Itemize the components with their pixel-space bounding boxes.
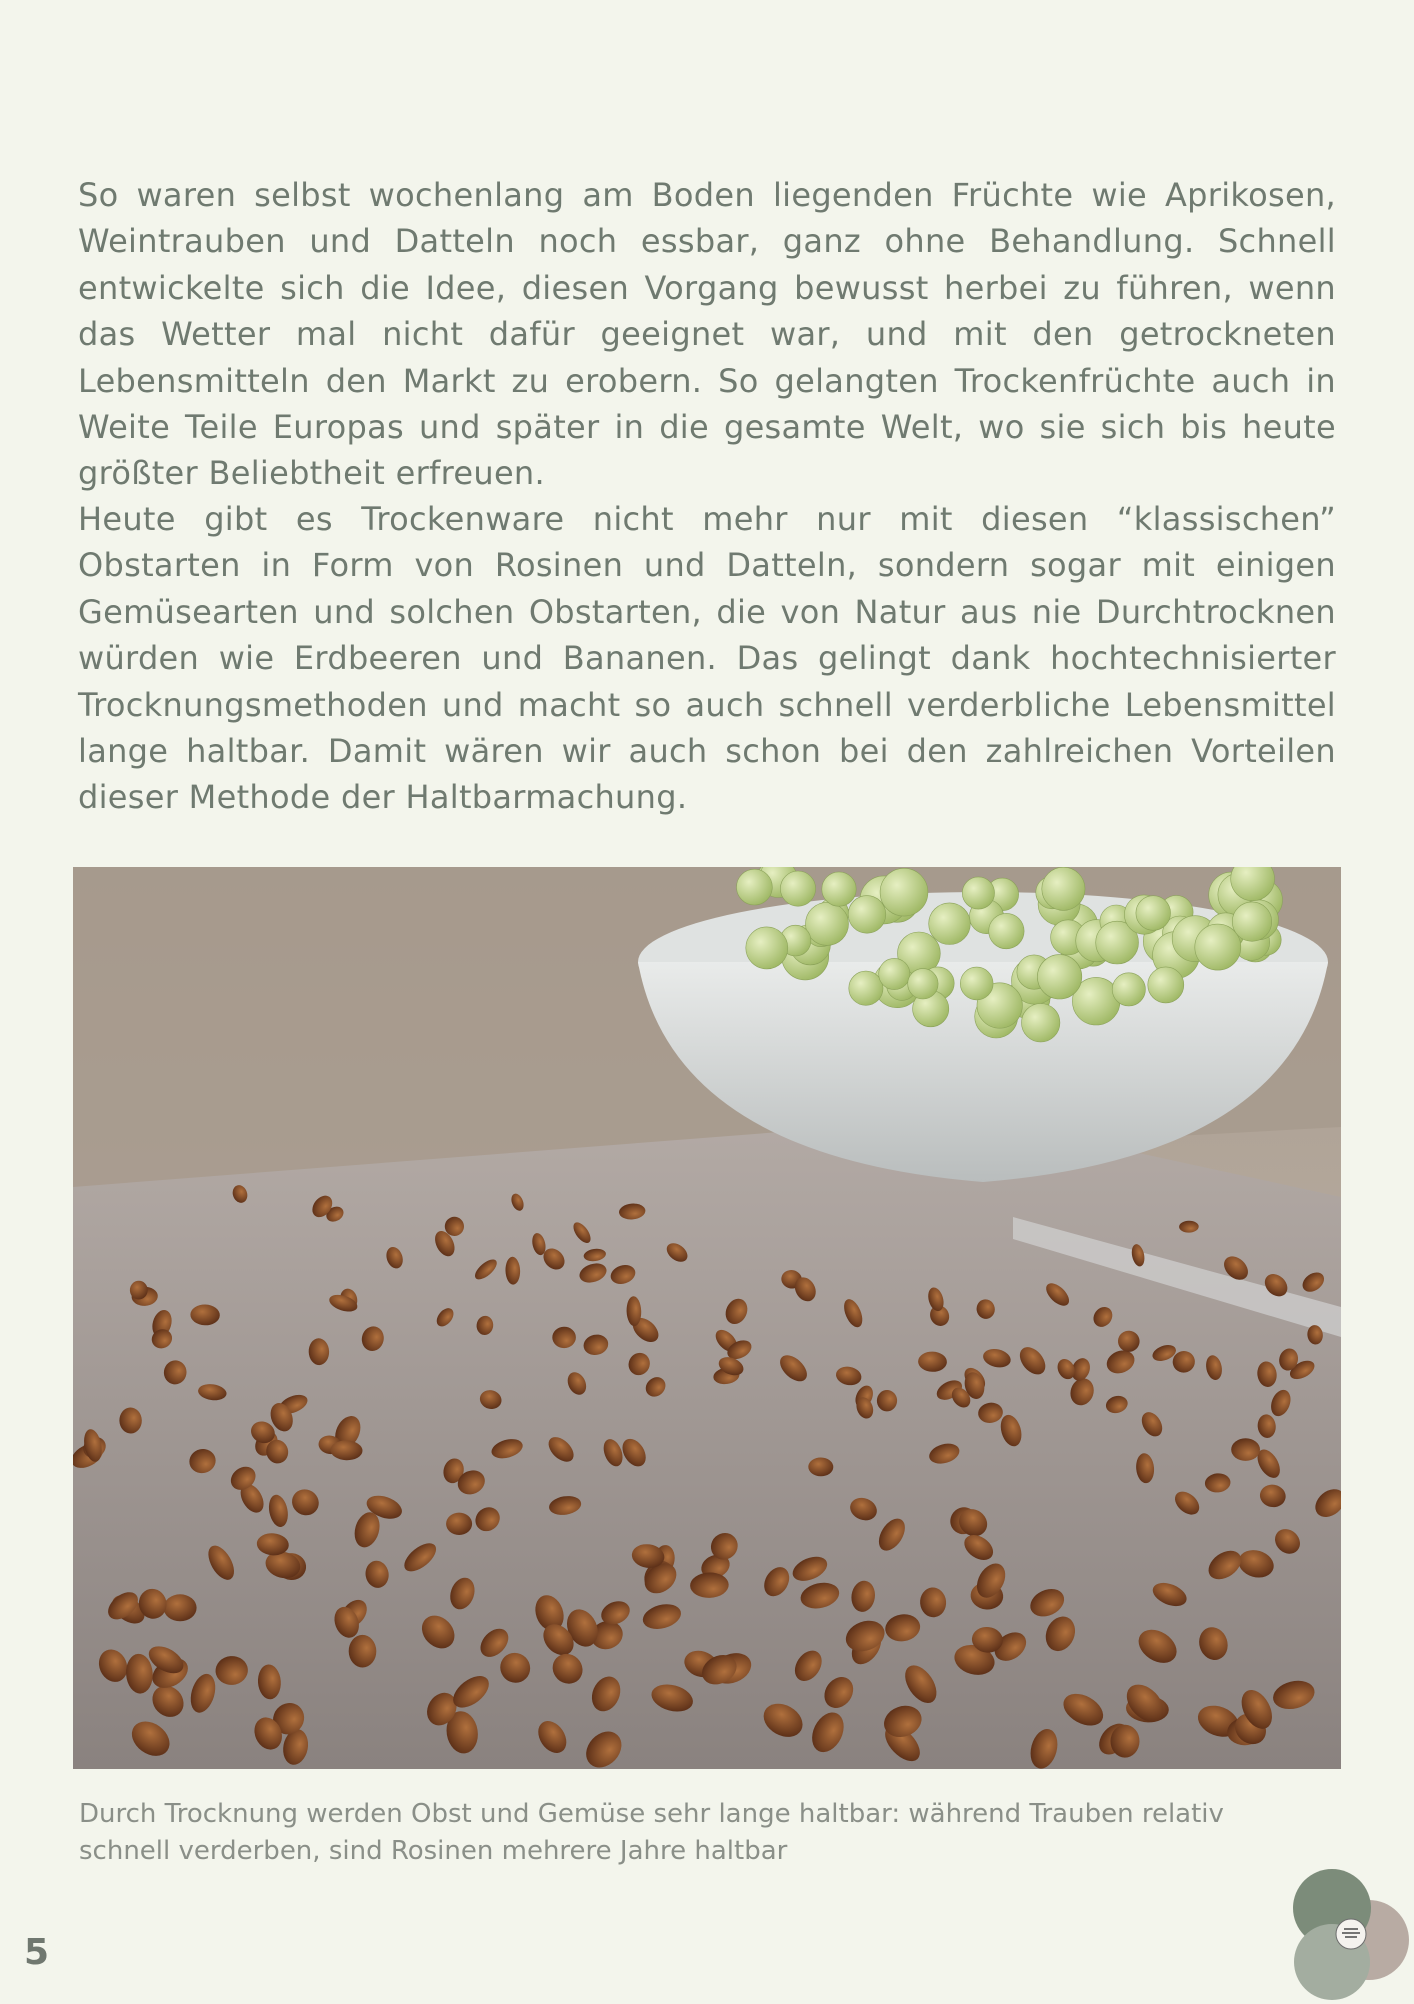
brand-logo — [1286, 1866, 1412, 2000]
body-paragraph-1: So waren selbst wochenlang am Boden liegenden Früchte wie Aprikosen, Weintrauben und Datteln noch essbar, ganz ohne Behandlung. Schnell entwickelte sich die Idee, diesen Vorgang bewusst herbei zu führen, wenn das Wetter mal nicht dafür geeignet war, und mit den getrockneten Lebensmitteln den Markt zu erobern. So gelangten Trockenfrüchte auch in Weite Teile Europas und später in die gesamte Welt, wo sie sich bis heute größter Beliebtheit erfreuen. — [78, 176, 1336, 493]
raisins-and-grapes-photo — [73, 867, 1341, 1769]
body-paragraph-2: Heute gibt es Trockenware nicht mehr nur mit diesen “klassischen” Obstarten in Form von Rosinen und Datteln, sondern sogar mit einigen Gemüsearten und solchen Obstarten, die von Natur aus nie Durchtrocknen würden wie Erdbeeren und Bananen. Das gelingt dank hochtechnisierter Trocknungsmethoden und macht so auch schnell verderbliche Lebensmittel lange haltbar. Damit wären wir auch schon bei den zahlreichen Vorteilen dieser Methode der Haltbarmachung. — [78, 500, 1336, 817]
logo-emblem-icon — [1336, 1919, 1366, 1949]
page-number: 5 — [24, 1932, 50, 1973]
photo-caption: Durch Trocknung werden Obst und Gemüse sehr lange haltbar: während Trauben relativ schnell verderben, sind Rosinen mehrere Jahre haltbar — [79, 1799, 1224, 1866]
